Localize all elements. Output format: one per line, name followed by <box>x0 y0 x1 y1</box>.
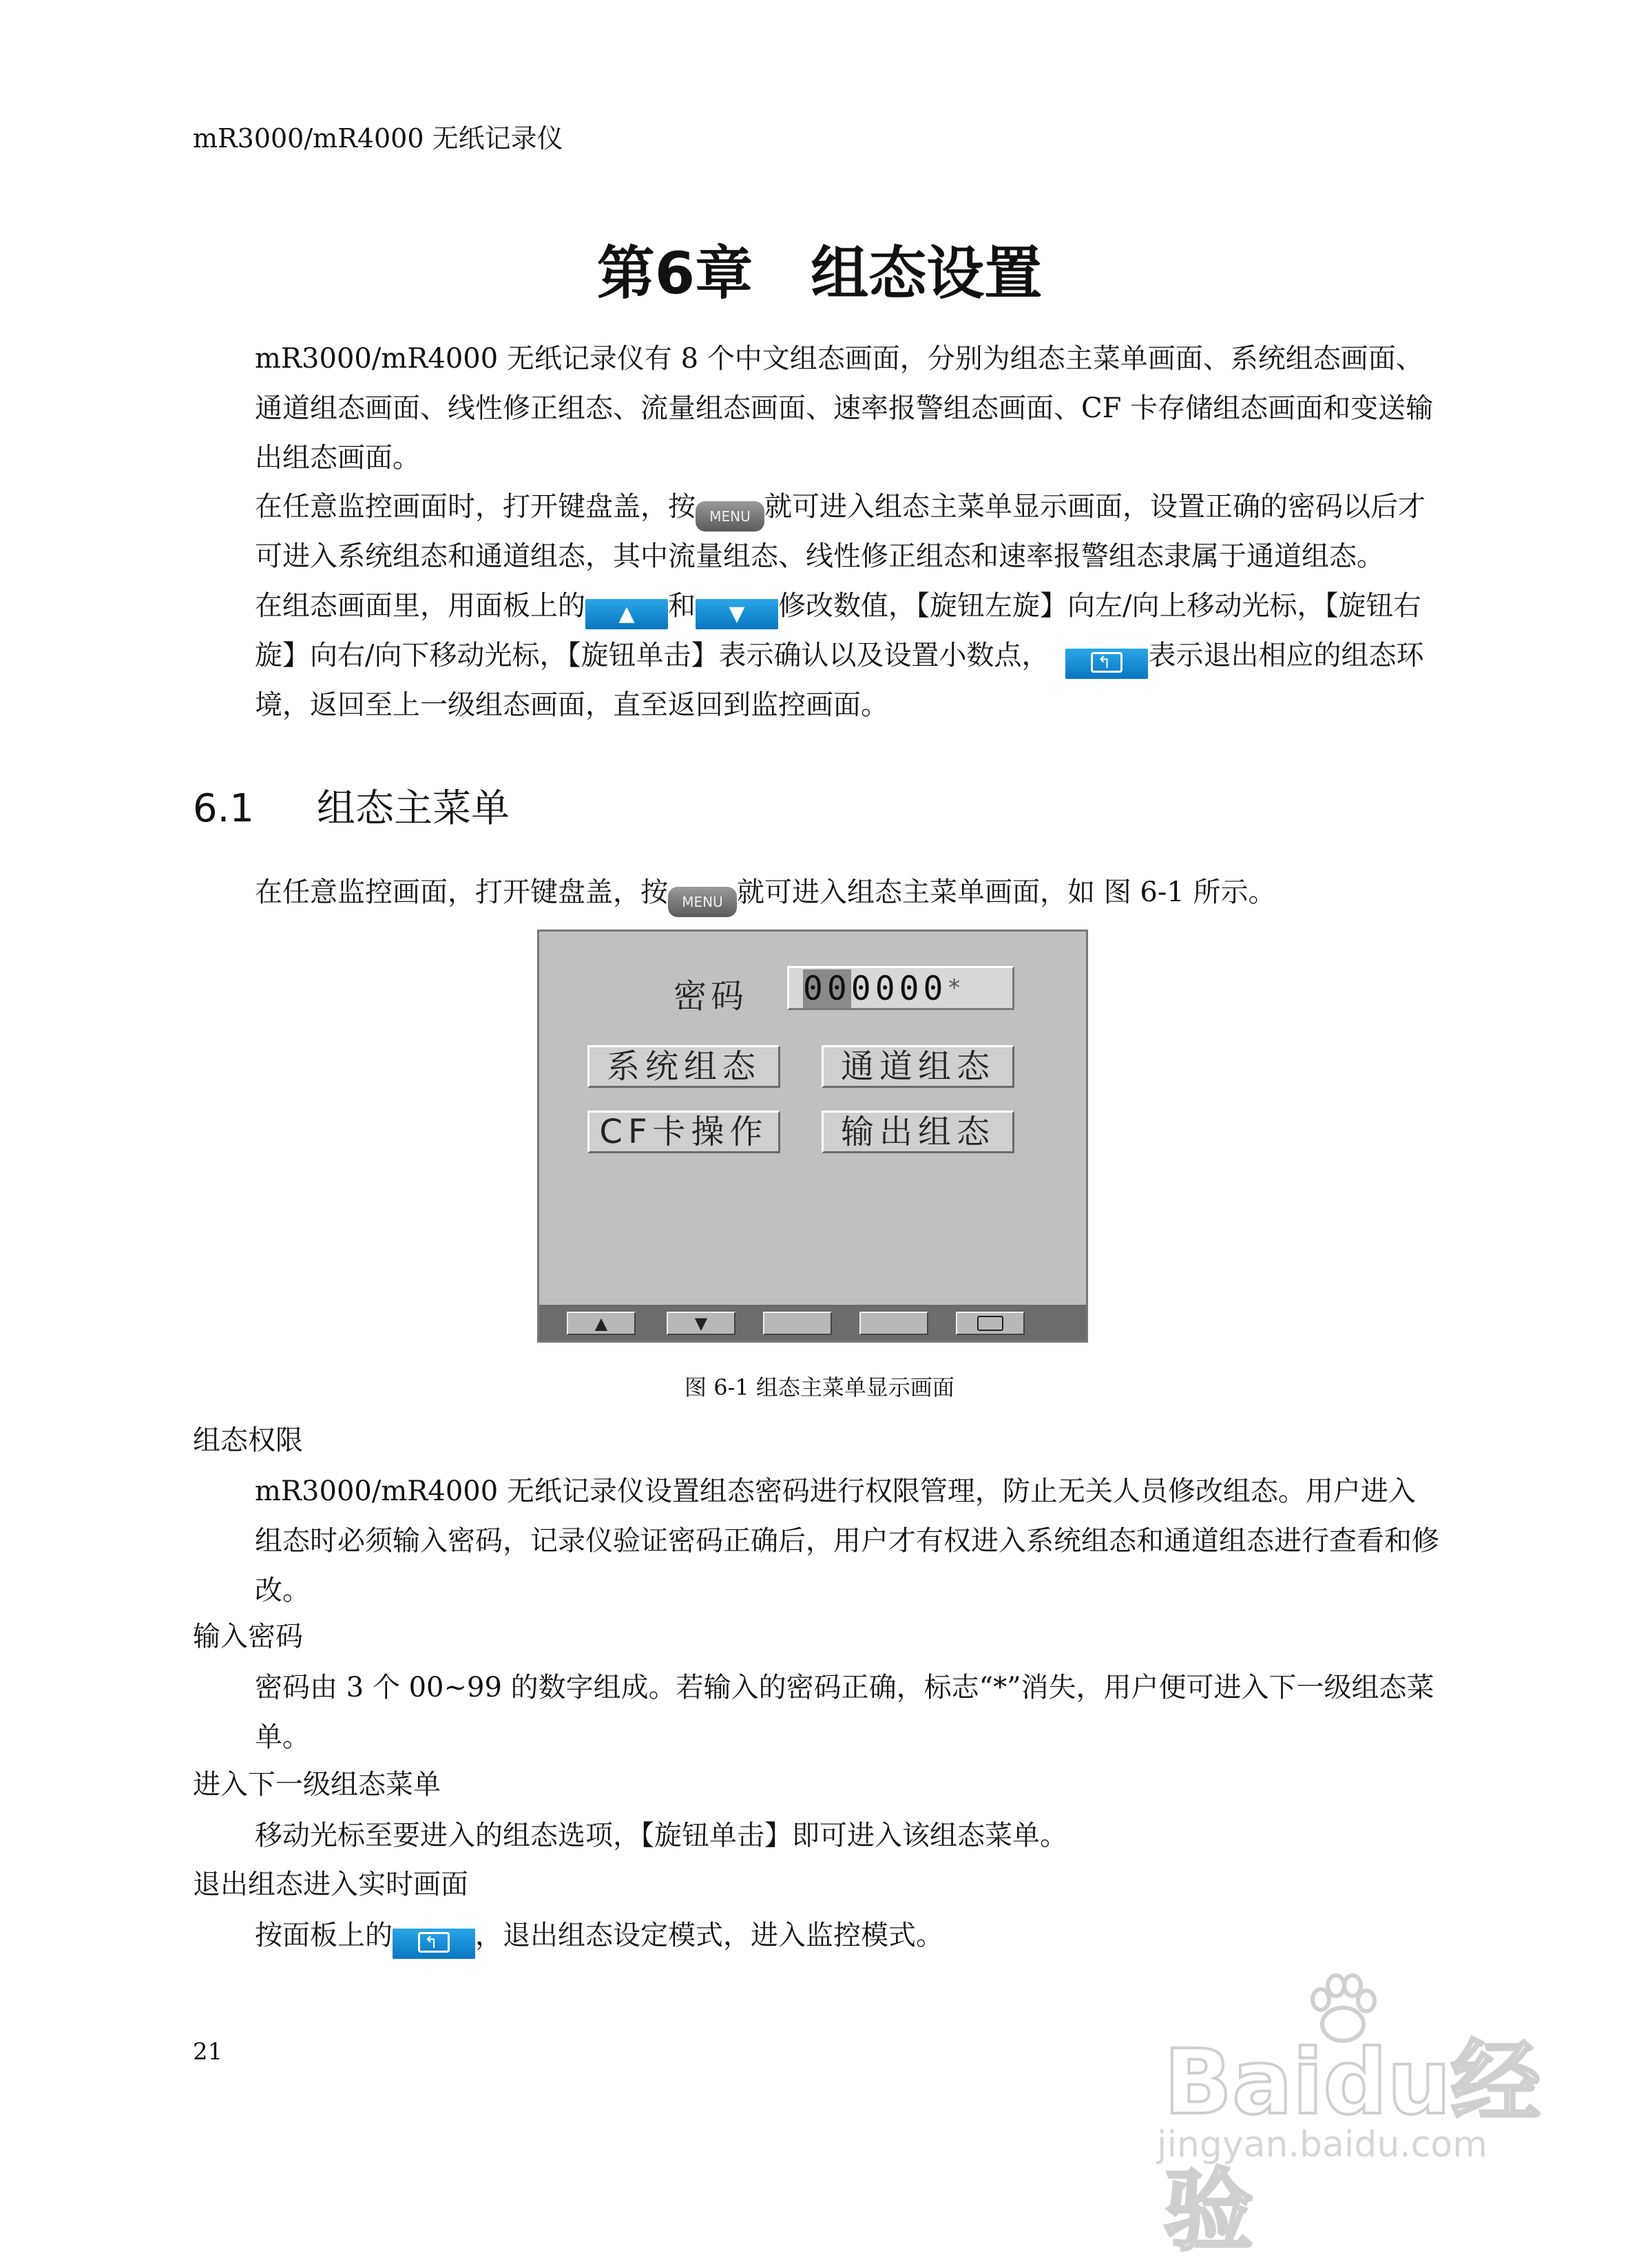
back-key-icon <box>393 1929 475 1959</box>
chapter-title: 第6章 组态设置 <box>596 240 1043 307</box>
password-label: 密码 <box>674 977 749 1016</box>
intro-p3-text-c: 表示退出相应的组态环境，返回至上一级组态画面，直至返回到监控画面。 <box>255 640 1424 721</box>
softkey-blank-1[interactable] <box>763 1312 832 1335</box>
password-field[interactable] <box>787 966 1014 1010</box>
softkey-blank-2[interactable] <box>859 1312 928 1335</box>
section-number: 6.1 <box>193 786 255 831</box>
baidu-watermark <box>1123 1969 1549 2263</box>
back-key-icon <box>1065 649 1148 679</box>
channel-config-button[interactable]: 通道组态 <box>822 1045 1014 1088</box>
output-config-button[interactable]: 输出组态 <box>822 1111 1014 1153</box>
intro-p3-text-b: 修改数值，【旋钮左旋】向左/向上移动光标，【旋钮右旋】向右/向下移动光标，【旋钮单击】表示确认以及设置小数点， <box>255 590 1421 671</box>
section-title: 组态主菜单 <box>317 786 510 831</box>
menu-key-icon: MENU <box>696 501 764 532</box>
item-body-submenu: 移动光标至要进入的组态选项，【旋钮单击】即可进入该组态菜单。 <box>255 1820 1067 1851</box>
intro-p3-and: 和 <box>668 590 696 622</box>
password-cursor-digits: 00 <box>803 969 851 1008</box>
softkey-back-button[interactable] <box>956 1312 1025 1335</box>
item-heading-submenu: 进入下一级组态菜单 <box>193 1769 441 1800</box>
section-intro-text-a: 在任意监控画面，打开键盘盖，按 <box>255 876 668 908</box>
item-exit-text-a: 按面板上的 <box>255 1920 393 1951</box>
menu-key-icon: MENU <box>668 887 737 917</box>
figure-caption: 图 6-1 组态主菜单显示画面 <box>685 1374 954 1400</box>
section-intro-text-b: 就可进入组态主菜单画面，如 图 6-1 所示。 <box>737 876 1276 908</box>
system-config-button[interactable]: 系统组态 <box>587 1045 780 1088</box>
softkey-down-button[interactable]: ▼ <box>667 1312 735 1335</box>
section-intro <box>255 868 1439 917</box>
up-key-icon: ▲ <box>585 599 668 629</box>
item-heading-permission: 组态权限 <box>193 1425 303 1456</box>
watermark-url: jingyan.baidu.com <box>1157 2124 1487 2165</box>
running-header: mR3000/mR4000 无纸记录仪 <box>193 123 563 154</box>
return-icon <box>418 1932 450 1953</box>
softkey-up-button[interactable]: ▲ <box>567 1312 636 1335</box>
item-exit-text-b: ，退出组态设定模式，进入监控模式。 <box>475 1920 943 1951</box>
intro-paragraph-1: mR3000/mR4000 无纸记录仪有 8 个中文组态画面，分别为组态主菜单画面、系统组态画面、通道组态画面、线性修正组态、流量组态画面、速率报警组态画面、CF 卡存储组态画面和变送输出组态画面。 <box>255 343 1434 474</box>
softkey-bar <box>539 1305 1086 1341</box>
item-heading-password: 输入密码 <box>193 1621 303 1652</box>
intro-paragraph-2 <box>255 482 1439 730</box>
item-body-password: 密码由 3 个 00~99 的数字组成。若输入的密码正确，标志“*”消失，用户便可进入下一级组态菜单。 <box>255 1672 1434 1753</box>
down-key-icon: ▼ <box>696 599 778 629</box>
return-icon <box>977 1316 1003 1331</box>
return-icon <box>1091 652 1123 673</box>
password-invalid-mark: * <box>947 974 965 1002</box>
intro-p3-text-a: 在组态画面里，用面板上的 <box>255 590 585 622</box>
item-body-permission: mR3000/mR4000 无纸记录仪设置组态密码进行权限管理，防止无关人员修改组态。用户进入组态时必须输入密码，记录仪验证密码正确后，用户才有权进入系统组态和通道组态进行查看和修改。 <box>255 1476 1439 1606</box>
page-number: 21 <box>193 2038 223 2066</box>
password-digits: 0000 <box>850 969 948 1008</box>
cf-card-button[interactable]: CF卡操作 <box>587 1111 780 1153</box>
item-heading-exit: 退出组态进入实时画面 <box>193 1869 468 1900</box>
intro-p2-text-b: 就可进入组态主菜单显示画面，设置正确的密码以后才可进入系统组态和通道组态，其中流量组态、线性修正组态和速率报警组态隶属于通道组态。 <box>255 491 1426 572</box>
intro-p2-text-a: 在任意监控画面时，打开键盘盖，按 <box>255 491 696 523</box>
watermark-logo: Baidu经验 <box>1164 2030 1541 2263</box>
config-menu-screen <box>537 930 1088 1343</box>
section-heading <box>193 778 510 833</box>
item-body-exit <box>255 1911 1439 1960</box>
